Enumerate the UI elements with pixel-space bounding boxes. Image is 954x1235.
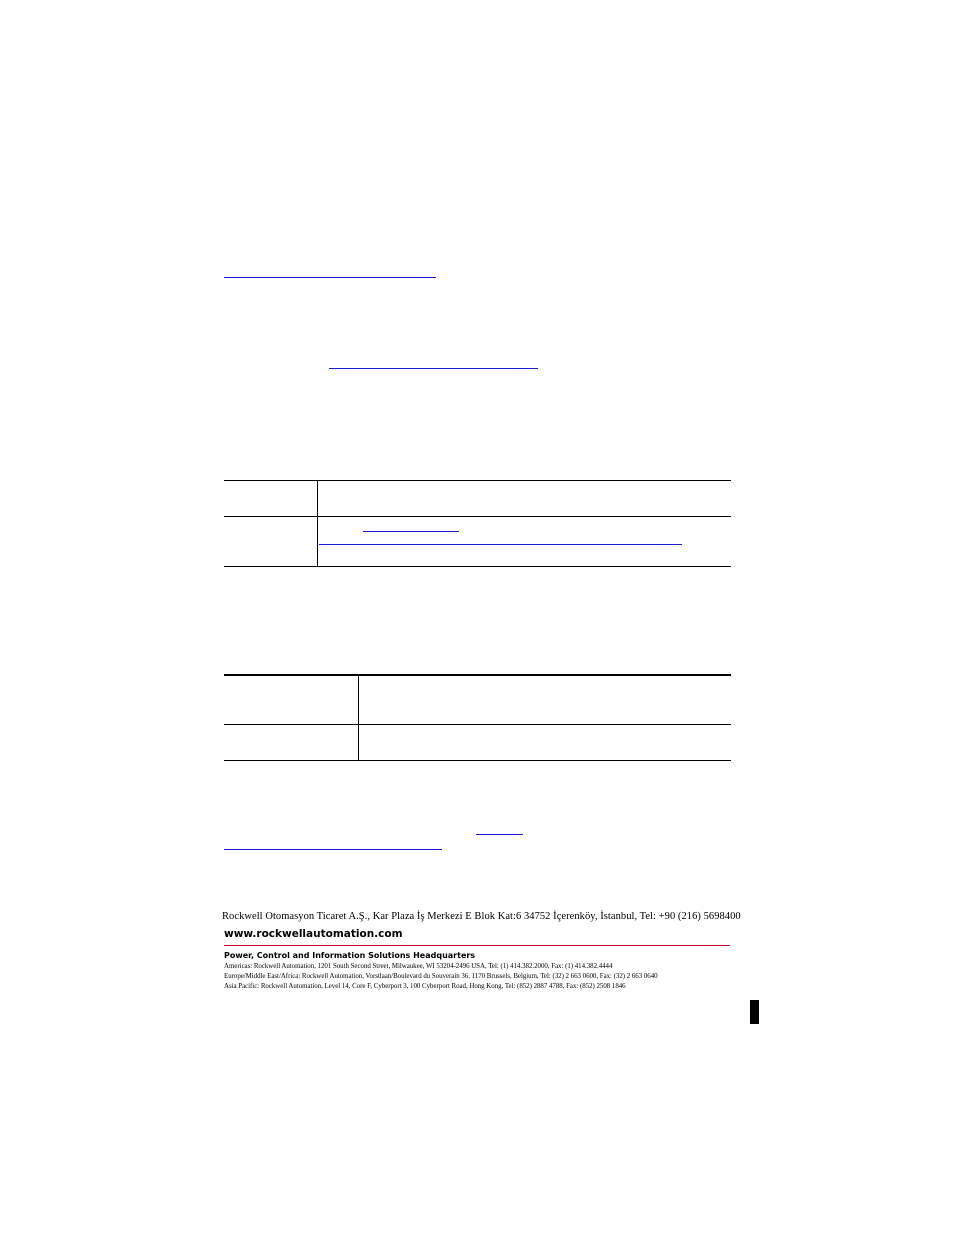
asia-address: Asia Pacific: Rockwell Automation, Level 14, Core F, Cyberport 3, 100 Cyberport Road, Hong Kong, Tel: (852) 2887 4788, Fax: (852) 2508 1846 <box>224 983 626 990</box>
table-column-divider <box>358 674 359 761</box>
americas-address: Americas: Rockwell Automation, 1201 South Second Street, Milwaukee, WI 53204-2496 USA, Tel: (1) 414.382.2000, Fax: (1) 414.382.4444 <box>224 963 613 970</box>
website-link[interactable]: www.rockwellautomation.com <box>224 928 403 940</box>
table-link-underline-2[interactable] <box>319 544 682 545</box>
support-table-1 <box>224 480 731 567</box>
footer-divider <box>224 945 730 946</box>
emea-address: Europe/Middle East/Africa: Rockwell Automation, Vorstlaan/Boulevard du Souverain 36, 1170 Brussels, Belgium, Tel: (32) 2 663 0600, Fax: (32) 2 663 0640 <box>224 973 658 980</box>
table-rule-bottom <box>224 566 731 567</box>
support-table-2 <box>224 674 731 761</box>
table-rule-mid <box>224 516 731 517</box>
table-column-divider <box>317 480 318 567</box>
hq-title: Power, Control and Information Solutions Headquarters <box>224 951 476 960</box>
table-link-underline-1[interactable] <box>363 531 459 532</box>
turkey-office-address: Rockwell Otomasyon Ticaret A.Ş., Kar Plaza İş Merkezi E Blok Kat:6 34752 İçerenköy, İstanbul, Tel: +90 (216) 5698400 <box>222 911 741 922</box>
link-underline-2[interactable] <box>329 368 538 369</box>
link-underline-3[interactable] <box>476 834 523 835</box>
table-rule-bottom <box>224 760 731 761</box>
table-rule-top <box>224 480 731 481</box>
link-underline-1[interactable] <box>224 277 436 278</box>
page-edge-tab-marker <box>750 1000 759 1024</box>
link-underline-4[interactable] <box>224 849 442 850</box>
table-rule-top <box>224 674 731 676</box>
table-rule-mid <box>224 724 731 725</box>
